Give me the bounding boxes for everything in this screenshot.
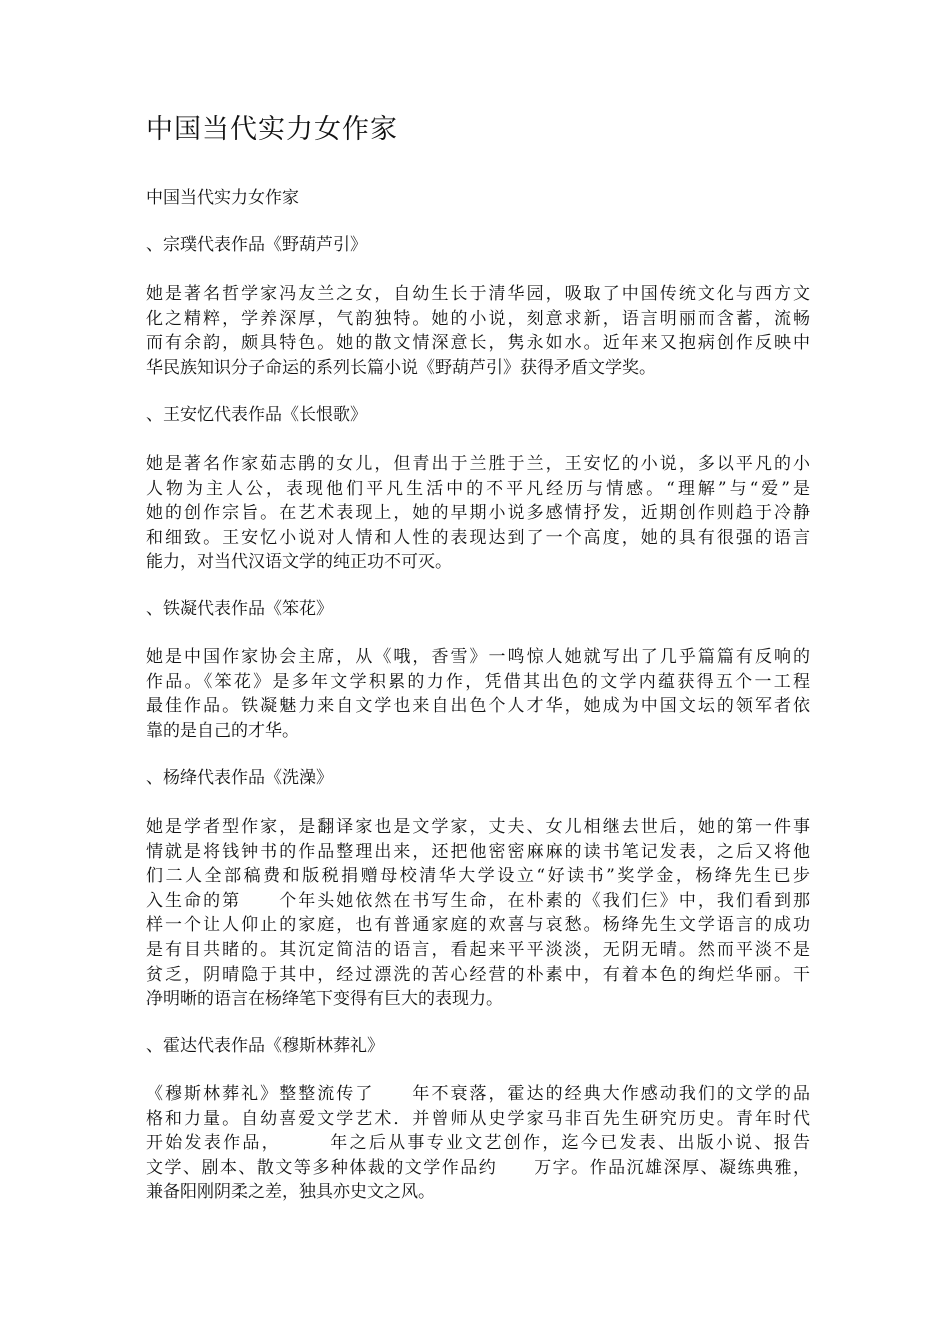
paragraph-line: 人物为主人公，表现他们平凡生活中的不平凡经历与情感。“理解”与“爱”是	[146, 478, 810, 499]
paragraph-line: 化之精粹，学养深厚，气韵独特。她的小说，刻意求新，语言明丽而含蓄，流畅	[146, 308, 810, 329]
section-paragraph-tiening	[146, 645, 810, 743]
paragraph-line: 她的创作宗旨。在艺术表现上，她的早期小说多感情抒发，近期创作则趋于冷静	[146, 503, 810, 524]
paragraph-line: 格和力量。自幼喜爱文学艺术．并曾师从史学家马非百先生研究历史。青年时代	[146, 1108, 810, 1129]
paragraph-line: 她是著名作家茹志鹃的女儿，但青出于兰胜于兰，王安忆的小说，多以平凡的小	[146, 454, 810, 474]
section-heading-tiening: 、铁凝代表作品《笨花》	[146, 599, 333, 619]
paragraph-line: 而有余韵，颇具特色。她的散文情深意长，隽永如水。近年来又抱病创作反映中	[146, 333, 810, 354]
paragraph-line: 能力，对当代汉语文学的纯正功不可灭。	[146, 552, 452, 573]
paragraph-line: 她是著名哲学家冯友兰之女，自幼生长于清华园，吸取了中国传统文化与西方文	[146, 284, 810, 304]
paragraph-line: 和细致。王安忆小说对人情和人性的表现达到了一个高度，她的具有很强的语言	[146, 527, 810, 548]
section-paragraph-zongpu	[146, 282, 810, 380]
paragraph-line: 靠的是自己的才华。	[146, 720, 299, 741]
document-title: 中国当代实力女作家	[146, 114, 398, 145]
document-subtitle: 中国当代实力女作家	[146, 188, 299, 208]
paragraph-line: 最佳作品。铁凝魅力来自文学也来自出色个人才华，她成为中国文坛的领军者依	[146, 696, 810, 717]
paragraph-line: 作品。《笨花》是多年文学积累的力作，凭借其出色的文学内蕴获得五个一工程	[146, 671, 810, 692]
section-heading-wanganyi: 、王安忆代表作品《长恨歌》	[146, 405, 367, 425]
paragraph-line: 她是学者型作家，是翻译家也是文学家，丈夫、女儿相继去世后，她的第一件事	[146, 817, 810, 837]
paragraph-line: 情就是将钱钟书的作品整理出来，还把他密密麻麻的读书笔记发表，之后又将他	[146, 841, 810, 862]
paragraph-line: 净明晰的语言在杨绛笔下变得有巨大的表现力。	[146, 989, 503, 1010]
paragraph-line: 华民族知识分子命运的系列长篇小说《野葫芦引》获得矛盾文学奖。	[146, 357, 656, 378]
paragraph-line: 们二人全部稿费和版税捐赠母校清华大学设立“好读书”奖学金，杨绛先生已步	[146, 866, 810, 887]
paragraph-line: 她是中国作家协会主席，从《哦，香雪》一鸣惊人她就写出了几乎篇篇有反响的	[146, 647, 810, 667]
section-heading-yangjiang: 、杨绛代表作品《洗澡》	[146, 768, 333, 788]
paragraph-line: 文学、剧本、散文等多种体裁的文学作品约 万字。作品沉雄深厚、凝练典雅，	[146, 1157, 810, 1178]
paragraph-line: 《穆斯林葬礼》整整流传了 年不衰落，霍达的经典大作感动我们的文学的品	[146, 1084, 810, 1104]
section-paragraph-huoda	[146, 1082, 810, 1205]
paragraph-line: 入生命的第 个年头她依然在书写生命，在朴素的《我们仨》中，我们看到那	[146, 890, 810, 911]
paragraph-line: 开始发表作品， 年之后从事专业文艺创作，迄今已发表、出版小说、报告	[146, 1133, 810, 1154]
paragraph-line: 贫乏，阴晴隐于其中，经过漂洗的苦心经营的朴素中，有着本色的绚烂华丽。干	[146, 964, 810, 985]
paragraph-line: 样一个让人仰止的家庭，也有普通家庭的欢喜与哀愁。杨绛先生文学语言的成功	[146, 915, 810, 936]
paragraph-line: 是有目共睹的。其沉定简洁的语言，看起来平平淡淡，无阴无晴。然而平淡不是	[146, 939, 810, 960]
section-paragraph-wanganyi	[146, 452, 810, 575]
section-heading-huoda: 、霍达代表作品《穆斯林葬礼》	[146, 1036, 384, 1056]
section-paragraph-yangjiang	[146, 815, 810, 1012]
section-heading-zongpu: 、宗璞代表作品《野葫芦引》	[146, 235, 367, 255]
paragraph-line: 兼备阳刚阴柔之差，独具亦史文之风。	[146, 1182, 435, 1203]
